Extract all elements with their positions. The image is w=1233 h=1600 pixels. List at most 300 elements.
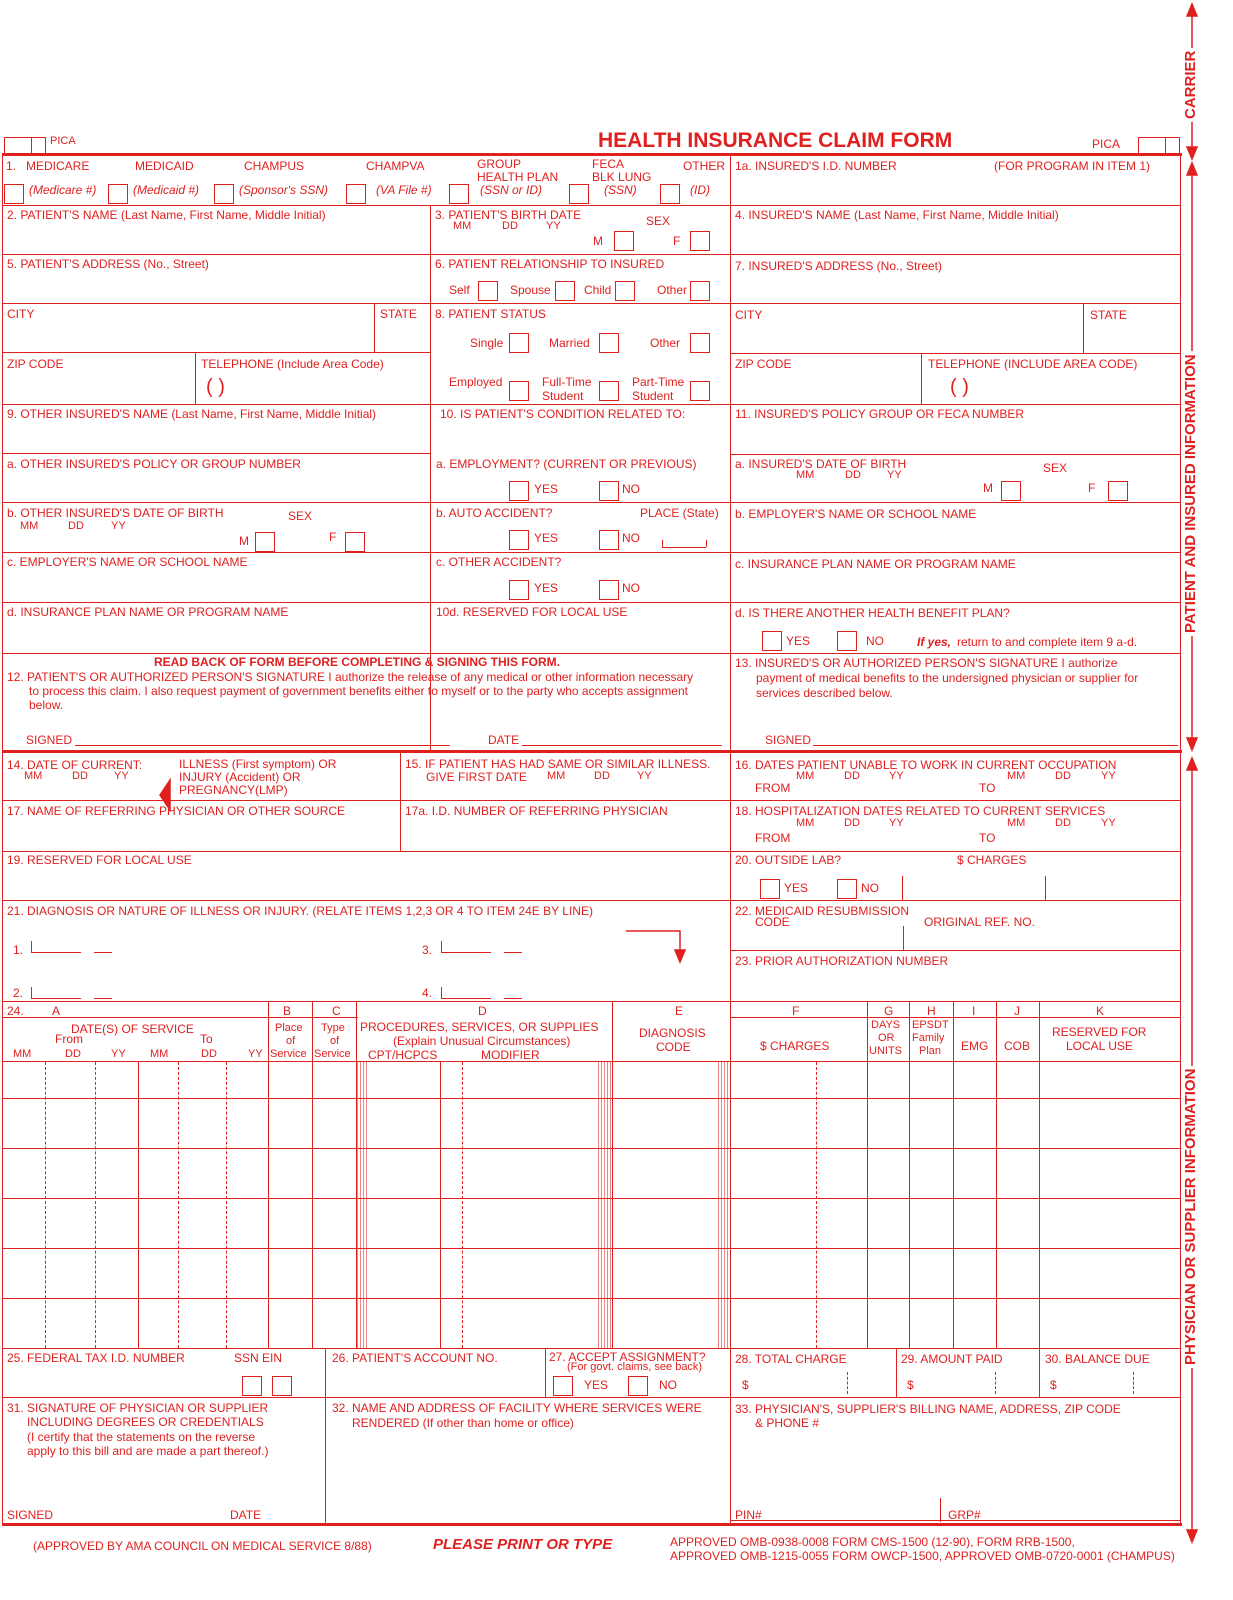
item12-line2: to process this claim. I also request payment of government benefits either to myself or to the party who accepts assignment — [29, 684, 688, 698]
item1-champus: CHAMPUS — [244, 159, 305, 173]
rule — [612, 1001, 613, 1348]
item1-sub-medicaid: (Medicaid #) — [133, 183, 200, 197]
item12-date: DATE — [488, 733, 520, 747]
item3-f: F — [673, 234, 681, 248]
checkbox-parttime[interactable] — [690, 381, 710, 401]
rule — [441, 987, 442, 998]
frame-top — [2, 153, 1182, 156]
dos-mm1: MM — [13, 1048, 32, 1060]
checkbox-other-accident-yes[interactable] — [509, 580, 529, 600]
rule — [94, 998, 112, 999]
item25-label: 25. FEDERAL TAX I.D. NUMBER — [7, 1351, 185, 1365]
tel-right-parens: ( ) — [950, 376, 969, 398]
item11a-label: a. INSURED'S DATE OF BIRTH — [735, 457, 907, 471]
checkbox-other-insured-male[interactable] — [255, 532, 275, 552]
rule — [325, 1348, 326, 1523]
place-1: Place — [275, 1022, 303, 1034]
rule — [612, 1001, 730, 1002]
proc-cpt: CPT/HCPCS — [368, 1048, 438, 1062]
rule — [730, 353, 1180, 354]
item10-label: 10. IS PATIENT'S CONDITION RELATED TO: — [440, 407, 686, 421]
status-married: Married — [549, 336, 590, 350]
frame-right — [1180, 153, 1181, 1526]
checkbox-assignment-yes[interactable] — [553, 1376, 573, 1396]
item9b-yy: YY — [111, 520, 126, 532]
col-g: G — [884, 1004, 894, 1018]
item31-line1: 31. SIGNATURE OF PHYSICIAN OR SUPPLIER — [7, 1401, 269, 1415]
diag-3-field[interactable] — [441, 952, 491, 953]
rule — [1039, 1348, 1040, 1397]
item24-label: 24. — [7, 1004, 24, 1018]
item14-yy: YY — [114, 770, 129, 782]
reserved-k-2: LOCAL USE — [1066, 1039, 1133, 1053]
item12-signature-line[interactable] — [75, 745, 450, 746]
item11a-mm: MM — [796, 469, 815, 481]
proc-modifier: MODIFIER — [481, 1048, 540, 1062]
item18-from: FROM — [755, 831, 791, 845]
checkbox-rel-child[interactable] — [615, 281, 635, 301]
main-divider — [730, 153, 731, 1523]
item18-dd2: DD — [1055, 817, 1071, 829]
other-accident-no: NO — [622, 581, 640, 595]
checkbox-ssn[interactable] — [242, 1376, 262, 1396]
item33-line1: 33. PHYSICIAN'S, SUPPLIER'S BILLING NAME, ADDRESS, ZIP CODE — [735, 1402, 1121, 1416]
diag-2-field[interactable] — [31, 998, 81, 999]
type-3: Service — [314, 1048, 351, 1060]
rel-other: Other — [657, 283, 688, 297]
epsdt-1: EPSDT — [912, 1019, 949, 1031]
item11a-sex: SEX — [1043, 461, 1068, 475]
status-single: Single — [470, 336, 504, 350]
checkbox-auto-no[interactable] — [599, 530, 619, 550]
diag-1-num: 1. — [13, 943, 24, 957]
rule — [2, 404, 1180, 405]
item1-champva: CHAMPVA — [366, 159, 425, 173]
cob-label: COB — [1004, 1039, 1031, 1053]
diag-3-num: 3. — [422, 943, 433, 957]
item3-m: M — [593, 234, 603, 248]
table-row — [2, 1348, 1180, 1349]
status-parttime-2: Student — [632, 389, 674, 403]
item14-label: 14. DATE OF CURRENT: — [7, 758, 143, 772]
epsdt-3: Plan — [919, 1045, 942, 1057]
dos-from: From — [55, 1032, 83, 1046]
item11-label: 11. INSURED'S POLICY GROUP OR FECA NUMBER — [735, 407, 1025, 421]
item11d-label: d. IS THERE ANOTHER HEALTH BENEFIT PLAN? — [735, 606, 1010, 620]
item16-yy1: YY — [889, 770, 904, 782]
checkbox-patient-female[interactable] — [690, 231, 710, 251]
section-divider — [2, 750, 1182, 753]
item16-dd1: DD — [844, 770, 860, 782]
checkbox-employment-no[interactable] — [599, 481, 619, 501]
item16-yy2: YY — [1101, 770, 1116, 782]
dos-yy2: YY — [248, 1048, 263, 1060]
status-employed: Employed — [449, 375, 503, 389]
item3-sex: SEX — [646, 214, 671, 228]
item32-line2: RENDERED (If other than home or office) — [352, 1416, 574, 1430]
item29-dollar: $ — [907, 1378, 914, 1392]
rule — [268, 1001, 269, 1348]
rule — [178, 1062, 179, 1348]
pica-box-right-3[interactable] — [1166, 137, 1180, 153]
item13-line1: 13. INSURED'S OR AUTHORIZED PERSON'S SIGNATURE I authorize — [735, 656, 1118, 670]
item18-to: TO — [979, 831, 996, 845]
auto-yes: YES — [534, 531, 559, 545]
footer-print-or-type: PLEASE PRINT OR TYPE — [433, 1536, 613, 1553]
item13-line3: services described below. — [756, 686, 893, 700]
item1-group: GROUP — [477, 157, 522, 171]
item14-r2: INJURY (Accident) OR — [179, 770, 301, 784]
item1-sub-champus: (Sponsor's SSN) — [239, 183, 328, 197]
dates-of-service: DATE(S) OF SERVICE — [71, 1022, 194, 1036]
checkbox-group[interactable] — [449, 184, 469, 204]
rule — [462, 1062, 463, 1348]
diag-code-1: DIAGNOSIS — [639, 1026, 706, 1040]
col-e: E — [675, 1004, 684, 1018]
rule — [94, 952, 112, 953]
dos-dd2: DD — [201, 1048, 217, 1060]
col-c: C — [332, 1004, 341, 1018]
diag-2-num: 2. — [13, 986, 24, 1000]
employment-no: NO — [622, 482, 640, 496]
item31-signed: SIGNED — [7, 1508, 54, 1522]
col-b: B — [283, 1004, 292, 1018]
rule — [953, 1001, 954, 1348]
item9b-f: F — [329, 530, 337, 544]
item14-dd: DD — [72, 770, 88, 782]
checkbox-married[interactable] — [599, 333, 619, 353]
employment-yes: YES — [534, 482, 559, 496]
days-3: UNITS — [869, 1045, 902, 1057]
rule — [2, 1397, 1180, 1398]
item31-line3: (I certify that the statements on the reverse — [27, 1430, 256, 1444]
item18-yy1: YY — [889, 817, 904, 829]
side-label-carrier: CARRIER — [1183, 48, 1199, 122]
rule — [2, 900, 1180, 901]
col-i: I — [972, 1004, 976, 1018]
item22-label: 22. MEDICAID RESUBMISSION — [735, 904, 910, 918]
rule — [730, 950, 1180, 951]
item19-label: 19. RESERVED FOR LOCAL USE — [7, 853, 192, 867]
item3-yy: YY — [546, 220, 561, 232]
pica-box-right-2[interactable] — [1152, 137, 1166, 153]
checkbox-status-other[interactable] — [690, 333, 710, 353]
rule — [896, 1348, 897, 1397]
rule — [312, 1001, 313, 1348]
checkbox-medicaid[interactable] — [108, 184, 128, 204]
pica-box-left-1[interactable] — [4, 137, 19, 153]
checkbox-single[interactable] — [509, 333, 529, 353]
item9-label: 9. OTHER INSURED'S NAME (Last Name, First Name, Middle Initial) — [7, 407, 377, 421]
item7-label: 7. INSURED'S ADDRESS (No., Street) — [735, 259, 943, 273]
checkbox-patient-male[interactable] — [614, 231, 634, 251]
item11d-note-ifyes: If yes, — [917, 635, 952, 649]
item12-signed: SIGNED — [26, 733, 73, 747]
checkbox-rel-self[interactable] — [478, 281, 498, 301]
item2-label: 2. PATIENT'S NAME (Last Name, First Name, Middle Initial) — [7, 208, 326, 222]
item11a-f: F — [1088, 481, 1096, 495]
checkbox-assignment-no[interactable] — [628, 1376, 648, 1396]
rule — [996, 1001, 997, 1348]
city-left: CITY — [7, 307, 35, 321]
rule — [441, 941, 442, 952]
item1-feca: FECA — [592, 157, 625, 171]
item12-date-line[interactable] — [522, 745, 722, 746]
rule — [940, 1498, 941, 1522]
status-other: Other — [650, 336, 681, 350]
checkbox-outside-lab-yes[interactable] — [760, 879, 780, 899]
item16-mm2: MM — [1007, 770, 1026, 782]
checkbox-rel-other[interactable] — [690, 281, 710, 301]
item1a-note: (FOR PROGRAM IN ITEM 1) — [994, 159, 1150, 173]
col-a: A — [52, 1004, 61, 1018]
rel-spouse: Spouse — [510, 283, 551, 297]
zip-right: ZIP CODE — [735, 357, 792, 371]
reserved-k-1: RESERVED FOR — [1052, 1025, 1147, 1039]
outside-lab-no: NO — [861, 881, 879, 895]
col-j: J — [1014, 1004, 1020, 1018]
status-fulltime-2: Student — [542, 389, 584, 403]
item4-label: 4. INSURED'S NAME (Last Name, First Name, Middle Initial) — [735, 208, 1059, 222]
state-left: STATE — [380, 307, 417, 321]
item25-ssn-ein: SSN EIN — [234, 1351, 283, 1365]
item20-label: 20. OUTSIDE LAB? — [735, 853, 842, 867]
item8-label: 8. PATIENT STATUS — [435, 307, 546, 321]
dos-yy1: YY — [111, 1048, 126, 1060]
footer-omb-1: APPROVED OMB-0938-0008 FORM CMS-1500 (12-90), FORM RRB-1500, — [670, 1535, 1075, 1549]
item23-label: 23. PRIOR AUTHORIZATION NUMBER — [735, 954, 949, 968]
item10b-label: b. AUTO ACCIDENT? — [436, 506, 553, 520]
rule — [31, 941, 32, 952]
rule — [902, 876, 903, 900]
footer-omb-2: APPROVED OMB-1215-0055 FORM OWCP-1500, APPROVED OMB-0720-0001 (CHAMPUS) — [670, 1549, 1175, 1563]
checkbox-employment-yes[interactable] — [509, 481, 529, 501]
item1-sub-other: (ID) — [690, 183, 710, 197]
item22-orig-ref: ORIGINAL REF. NO. — [924, 915, 1035, 929]
rule — [2, 1001, 612, 1002]
item13-signature-line[interactable] — [813, 745, 1178, 746]
item10a-label: a. EMPLOYMENT? (CURRENT OR PREVIOUS) — [436, 457, 697, 471]
rule — [504, 952, 522, 953]
item26-label: 26. PATIENT'S ACCOUNT NO. — [332, 1351, 498, 1365]
form-title: HEALTH INSURANCE CLAIM FORM — [598, 129, 953, 152]
diag-1-field[interactable] — [31, 952, 81, 953]
checkbox-another-plan-no[interactable] — [837, 631, 857, 651]
rule — [847, 1372, 848, 1394]
rule — [440, 1061, 441, 1348]
state-right: STATE — [1090, 308, 1127, 322]
checkbox-other-accident-no[interactable] — [599, 580, 619, 600]
item13-line2: payment of medical benefits to the undersigned physician or supplier for — [756, 671, 1139, 685]
item15-label: 15. IF PATIENT HAS HAD SAME OR SIMILAR ILLNESS. — [405, 757, 711, 771]
auto-no: NO — [622, 531, 640, 545]
item15-sub: GIVE FIRST DATE — [426, 770, 527, 784]
proc-1: PROCEDURES, SERVICES, OR SUPPLIES — [360, 1020, 599, 1034]
rule — [730, 454, 1180, 455]
diag-4-num: 4. — [422, 986, 433, 1000]
rule — [226, 1062, 227, 1348]
rule — [400, 752, 401, 852]
rule — [1083, 303, 1084, 353]
item1-sub-group: (SSN or ID) — [480, 183, 543, 197]
place-state-label: PLACE (State) — [640, 506, 719, 520]
shade-e-right — [718, 1062, 730, 1348]
emg-label: EMG — [961, 1039, 989, 1053]
rule — [706, 540, 707, 547]
rule — [867, 1001, 868, 1348]
item28-label: 28. TOTAL CHARGE — [735, 1352, 847, 1366]
tel-left-label: TELEPHONE (Include Area Code) — [201, 357, 384, 371]
item1a-label: 1a. INSURED'S I.D. NUMBER — [735, 159, 897, 173]
rule — [45, 1062, 46, 1348]
assignment-yes: YES — [584, 1378, 609, 1392]
rule — [1133, 1372, 1134, 1394]
checkbox-employed[interactable] — [509, 381, 529, 401]
item9b-label: b. OTHER INSURED'S DATE OF BIRTH — [7, 506, 224, 520]
pica-box-right-1[interactable] — [1138, 137, 1153, 153]
checkbox-insured-female[interactable] — [1108, 481, 1128, 501]
item9c-label: c. EMPLOYER'S NAME OR SCHOOL NAME — [7, 555, 248, 569]
rule — [2, 205, 1180, 206]
place-state-field[interactable] — [662, 547, 706, 548]
pica-label-right: PICA — [1092, 137, 1121, 151]
checkbox-another-plan-yes[interactable] — [762, 631, 782, 651]
tel-left-parens: ( ) — [206, 376, 225, 398]
rule — [1039, 1001, 1040, 1348]
item3-mm: MM — [453, 220, 472, 232]
type-2: of — [330, 1035, 340, 1047]
checkbox-outside-lab-no[interactable] — [837, 879, 857, 899]
item16-to: TO — [979, 781, 996, 795]
pica-box-left-3[interactable] — [32, 137, 46, 153]
rule — [2, 254, 1180, 255]
item5-label: 5. PATIENT'S ADDRESS (No., Street) — [7, 257, 209, 271]
another-plan-no: NO — [866, 634, 884, 648]
item31-date: DATE — [230, 1508, 262, 1522]
item16-mm1: MM — [796, 770, 815, 782]
item9a-label: a. OTHER INSURED'S POLICY OR GROUP NUMBER — [7, 457, 301, 471]
item22-code: CODE — [755, 915, 790, 929]
checkbox-other-insured-female[interactable] — [345, 532, 365, 552]
checkbox-other[interactable] — [660, 184, 680, 204]
item1-medicaid: MEDICAID — [135, 159, 194, 173]
item11c-label: c. INSURANCE PLAN NAME OR PROGRAM NAME — [735, 557, 1016, 571]
item1-medicare: MEDICARE — [26, 159, 90, 173]
item1-sub-champva: (VA File #) — [376, 183, 432, 197]
proc-2: (Explain Unusual Circumstances) — [393, 1034, 571, 1048]
item15-dd: DD — [594, 770, 610, 782]
rule — [2, 653, 1180, 654]
another-plan-yes: YES — [786, 634, 811, 648]
item11a-m: M — [983, 481, 993, 495]
item28-dollar: $ — [742, 1378, 749, 1392]
rule — [2, 352, 430, 353]
col-d: D — [478, 1004, 487, 1018]
checkbox-insured-male[interactable] — [1001, 481, 1021, 501]
place-2: of — [286, 1035, 296, 1047]
item9b-mm: MM — [20, 520, 39, 532]
frame-bottom — [2, 1523, 1182, 1526]
side-label-physician: PHYSICIAN OR SUPPLIER INFORMATION — [1183, 1066, 1199, 1368]
item14-r1: ILLNESS (First symptom) OR — [179, 757, 337, 771]
diag-code-2: CODE — [656, 1040, 691, 1054]
item29-label: 29. AMOUNT PAID — [901, 1352, 1003, 1366]
outside-lab-yes: YES — [784, 881, 809, 895]
rule — [995, 1372, 996, 1394]
item10d-label: 10d. RESERVED FOR LOCAL USE — [436, 605, 628, 619]
pica-box-left-2[interactable] — [18, 137, 32, 153]
rule — [730, 1017, 1180, 1018]
item16-from: FROM — [755, 781, 791, 795]
item20-charges: $ CHARGES — [957, 853, 1027, 867]
item1-other: OTHER — [683, 159, 725, 173]
item18-label: 18. HOSPITALIZATION DATES RELATED TO CURRENT SERVICES — [735, 804, 1106, 818]
side-label-patient: PATIENT AND INSURED INFORMATION — [1183, 351, 1199, 636]
checkbox-ein[interactable] — [272, 1376, 292, 1396]
rule — [195, 352, 196, 404]
rule — [504, 998, 522, 999]
rule — [921, 353, 922, 404]
checkbox-feca[interactable] — [569, 184, 589, 204]
shade-d-right — [598, 1062, 612, 1348]
rule — [2, 602, 1180, 603]
rule — [2, 851, 1180, 852]
other-accident-yes: YES — [534, 581, 559, 595]
pica-label-left: PICA — [50, 135, 76, 147]
status-parttime-1: Part-Time — [632, 375, 685, 389]
zip-left: ZIP CODE — [7, 357, 64, 371]
item18-mm2: MM — [1007, 817, 1026, 829]
checkbox-auto-yes[interactable] — [509, 530, 529, 550]
item11a-yy: YY — [887, 469, 902, 481]
status-fulltime-1: Full-Time — [542, 375, 592, 389]
type-1: Type — [321, 1022, 345, 1034]
item31-line2: INCLUDING DEGREES OR CREDENTIALS — [27, 1415, 264, 1429]
checkbox-rel-spouse[interactable] — [555, 281, 575, 301]
rule — [2, 502, 1180, 503]
rule — [909, 1001, 910, 1348]
rule — [95, 1062, 96, 1348]
rule — [903, 926, 904, 950]
item16-label: 16. DATES PATIENT UNABLE TO WORK IN CURRENT OCCUPATION — [735, 758, 1117, 772]
item27-label: 27. ACCEPT ASSIGNMENT? — [549, 1350, 706, 1364]
place-3: Service — [270, 1048, 307, 1060]
checkbox-fulltime[interactable] — [599, 381, 619, 401]
assignment-no: NO — [659, 1378, 677, 1392]
days-1: DAYS — [871, 1019, 901, 1031]
rule — [2, 303, 1180, 304]
rule — [816, 1062, 817, 1348]
item1-blk-lung: BLK LUNG — [592, 170, 652, 184]
diag-4-field[interactable] — [441, 998, 491, 999]
checkbox-medicare[interactable] — [4, 184, 24, 204]
col-k: K — [1096, 1004, 1105, 1018]
item16-dd2: DD — [1055, 770, 1071, 782]
item33-line2: & PHONE # — [755, 1416, 820, 1430]
item10c-label: c. OTHER ACCIDENT? — [436, 555, 562, 569]
checkbox-champus[interactable] — [214, 184, 234, 204]
checkbox-champva[interactable] — [346, 184, 366, 204]
col-f: F — [792, 1004, 800, 1018]
item33-grp: GRP# — [948, 1508, 981, 1522]
item21-label: 21. DIAGNOSIS OR NATURE OF ILLNESS OR INJURY. (RELATE ITEMS 1,2,3 OR 4 TO ITEM 24E BY LINE) — [7, 904, 593, 918]
item13-signed: SIGNED — [765, 733, 812, 747]
rule — [2, 1017, 358, 1018]
rel-child: Child — [584, 283, 612, 297]
item18-yy2: YY — [1101, 817, 1116, 829]
shade-d-left — [357, 1062, 369, 1348]
item6-label: 6. PATIENT RELATIONSHIP TO INSURED — [435, 257, 665, 271]
